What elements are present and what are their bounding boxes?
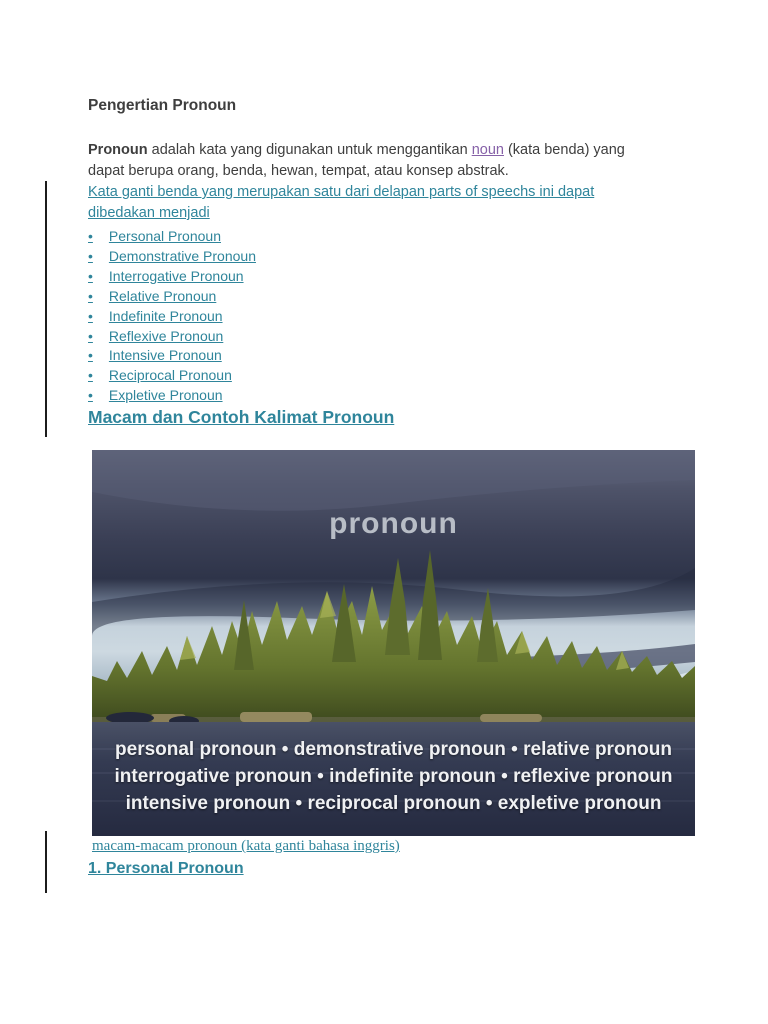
list-item-interrogative-pronoun[interactable]	[88, 267, 696, 287]
photo-title-overlay: pronoun	[329, 507, 458, 541]
photo-pronoun-list-overlay	[92, 736, 695, 817]
document-content	[88, 96, 696, 879]
list-item-label: Demonstrative Pronoun	[108, 247, 256, 264]
list-item-intensive-pronoun[interactable]	[88, 346, 696, 366]
shore-rock-1	[240, 712, 312, 722]
photo-overlay-line-3: intensive pronoun • reciprocal pronoun • expletive pronoun	[125, 793, 662, 815]
revision-change-bar	[45, 181, 47, 437]
list-item-personal-pronoun[interactable]	[88, 227, 696, 247]
list-item-reciprocal-pronoun[interactable]	[88, 366, 696, 386]
pronoun-type-list	[88, 227, 696, 406]
noun-link[interactable]: noun	[471, 142, 504, 158]
intro-text-1: adalah kata yang digunakan untuk menggantikan	[147, 142, 472, 158]
kata-ganti-link-line1[interactable]: Kata ganti benda yang merupakan satu dari delapan parts of speechs ini dapat	[88, 184, 595, 200]
photo-overlay-line-2: interrogative pronoun • indefinite pronoun • reflexive pronoun	[114, 766, 673, 788]
image-caption-link[interactable]: macam-macam pronoun (kata ganti bahasa inggris)	[92, 838, 400, 855]
bullet-marker: •	[88, 287, 93, 304]
bullet-marker: •	[88, 347, 93, 364]
bullet-marker: •	[88, 228, 93, 244]
section-heading	[88, 407, 696, 428]
kata-ganti-link-line2[interactable]: dibedakan menjadi	[88, 205, 210, 221]
photo-overlay-line-1: personal pronoun • demonstrative pronoun • relative pronoun	[115, 739, 672, 761]
bullet-marker: •	[88, 327, 93, 344]
list-item-label: Personal Pronoun	[108, 228, 221, 244]
revision-change-bar	[45, 831, 47, 893]
image-caption	[92, 837, 696, 856]
bullet-marker: •	[88, 267, 93, 284]
bullet-marker: •	[88, 367, 93, 384]
list-item-label: Intensive Pronoun	[108, 347, 222, 364]
intro-paragraph	[88, 140, 696, 182]
list-item-reflexive-pronoun[interactable]	[88, 327, 696, 347]
list-item-label: Interrogative Pronoun	[108, 267, 244, 284]
list-item-label: Relative Pronoun	[108, 287, 217, 304]
section-heading-link[interactable]: Macam dan Contoh Kalimat Pronoun	[88, 407, 395, 428]
list-item-demonstrative-pronoun[interactable]	[88, 247, 696, 267]
pronoun-lake-photo	[92, 450, 695, 836]
intro-bold-lead: Pronoun	[88, 142, 148, 158]
shore-rock-2	[480, 714, 542, 722]
page-title: Pengertian Pronoun	[88, 97, 237, 114]
list-item-label: Expletive Pronoun	[108, 387, 223, 404]
list-item-label: Reciprocal Pronoun	[108, 367, 232, 384]
list-item-expletive-pronoun[interactable]	[88, 386, 696, 406]
list-item-indefinite-pronoun[interactable]	[88, 307, 696, 327]
list-item-relative-pronoun[interactable]	[88, 287, 696, 307]
bullet-marker: •	[88, 307, 93, 324]
subsection-heading	[88, 859, 696, 879]
list-item-label: Reflexive Pronoun	[108, 327, 224, 344]
list-item-label: Indefinite Pronoun	[108, 307, 223, 324]
intro-line-2: dapat berupa orang, benda, hewan, tempat, atau konsep abstrak.	[88, 163, 509, 179]
subsection-heading-link[interactable]: 1. Personal Pronoun	[88, 860, 244, 878]
kata-ganti-sentence	[88, 182, 696, 224]
intro-text-2: (kata benda) yang	[503, 142, 625, 158]
bullet-marker: •	[88, 387, 93, 404]
bullet-marker: •	[88, 247, 93, 264]
